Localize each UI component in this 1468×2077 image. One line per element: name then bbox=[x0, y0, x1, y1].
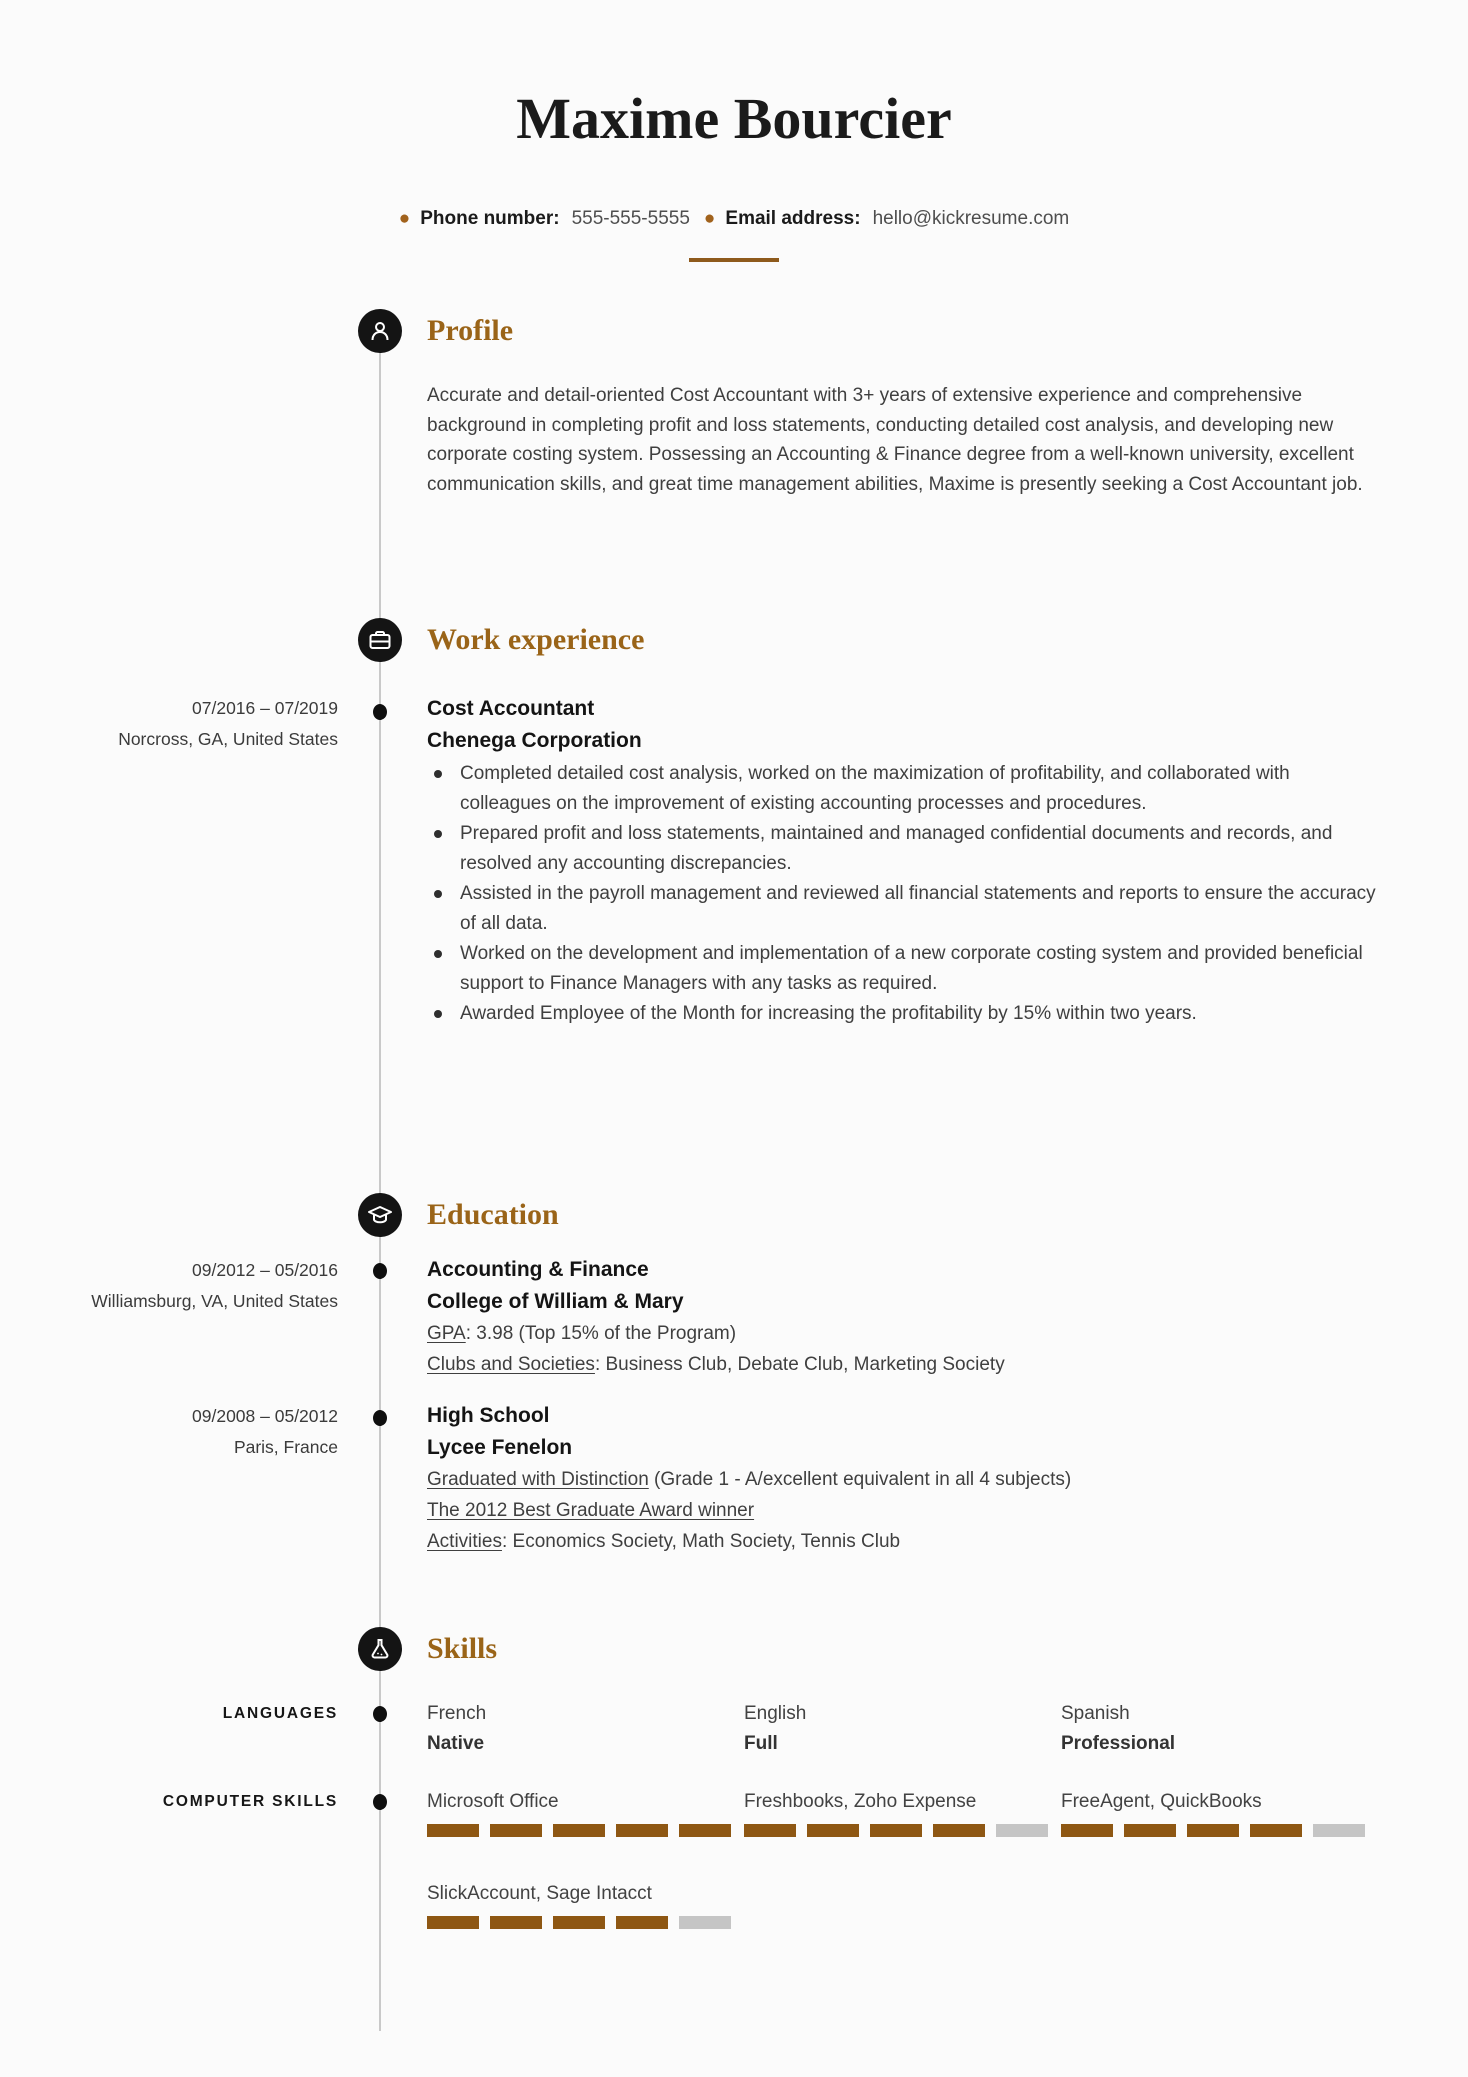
skill-segment-filled bbox=[1250, 1824, 1302, 1837]
skill-segment-filled bbox=[490, 1916, 542, 1929]
work-section-icon bbox=[358, 618, 402, 662]
profile-section-title: Profile bbox=[427, 314, 514, 347]
education-detail bbox=[427, 1526, 1377, 1557]
bullet-icon: ● bbox=[398, 208, 411, 229]
education-item-location: Williamsburg, VA, United States bbox=[91, 1291, 338, 1311]
computer-skill-item bbox=[427, 1787, 727, 1817]
work-item-location: Norcross, GA, United States bbox=[118, 729, 338, 749]
contact-row bbox=[0, 206, 1468, 232]
email-value[interactable]: hello@kickresume.com bbox=[872, 208, 1070, 229]
phone-value: 555-555-5555 bbox=[571, 208, 690, 229]
work-bullet-list bbox=[427, 759, 1377, 1029]
profile-section-icon bbox=[358, 309, 402, 353]
education-detail-text: (Grade 1 - A/excellent equivalent in all 4 subjects) bbox=[648, 1469, 1072, 1490]
skills-section-icon bbox=[358, 1627, 402, 1671]
bullet-icon: ● bbox=[703, 208, 716, 229]
education-item-date: 09/2012 – 05/2016 bbox=[192, 1260, 338, 1280]
skill-segment-filled bbox=[933, 1824, 985, 1837]
profile-text: Accurate and detail-oriented Cost Accountant with 3+ years of extensive experience and comprehensive background in completing profit and loss statements, conducting detailed cost analysis, and developing new corporate costing system. Possessing an Accounting & Finance degree from a well-known university, excellent communication skills, and great time management abilities, Maxime is presently seeking a Cost Accountant job. bbox=[427, 385, 1363, 495]
skill-segment-filled bbox=[1187, 1824, 1239, 1837]
education-item bbox=[427, 1254, 1377, 1380]
work-bullet: Completed detailed cost analysis, worked on the maximization of profitability, and collaborated with colleagues on the improvement of existing accounting processes and procedures. bbox=[427, 759, 1377, 819]
email-label: Email address: bbox=[725, 208, 861, 229]
language-name: French bbox=[427, 1703, 487, 1724]
computer-skills-label: COMPUTER SKILLS bbox=[162, 1793, 338, 1810]
skill-segment-filled bbox=[553, 1824, 605, 1837]
timeline-dot bbox=[373, 1263, 387, 1279]
language-level: Native bbox=[427, 1733, 485, 1754]
education-detail-text: : Economics Society, Math Society, Tennis Club bbox=[501, 1531, 901, 1552]
phone-label: Phone number: bbox=[420, 208, 560, 229]
education-degree: Accounting & Finance bbox=[427, 1258, 649, 1281]
education-detail bbox=[427, 1349, 1377, 1380]
skill-level-bar bbox=[1061, 1824, 1365, 1837]
work-item-date: 07/2016 – 07/2019 bbox=[192, 698, 338, 718]
skill-segment-filled bbox=[616, 1824, 668, 1837]
work-item bbox=[427, 693, 1377, 1029]
work-item-role: Cost Accountant bbox=[427, 697, 595, 720]
timeline-line bbox=[379, 331, 381, 2031]
computer-skill-name: SlickAccount, Sage Intacct bbox=[427, 1883, 652, 1904]
skill-segment-filled bbox=[1061, 1824, 1113, 1837]
person-icon bbox=[367, 318, 393, 344]
work-item-meta bbox=[60, 693, 338, 755]
skill-level-bar bbox=[744, 1824, 1048, 1837]
education-item-date: 09/2008 – 05/2012 bbox=[192, 1406, 338, 1426]
computer-skill-item bbox=[1061, 1787, 1361, 1817]
work-bullet: Worked on the development and implementation of a new corporate costing system and provided beneficial support to Finance Managers with any tasks as required. bbox=[427, 939, 1377, 999]
computer-skill-name: Microsoft Office bbox=[427, 1791, 559, 1812]
skill-segment-filled bbox=[1124, 1824, 1176, 1837]
education-school: College of William & Mary bbox=[427, 1290, 684, 1313]
computer-skill-name: Freshbooks, Zoho Expense bbox=[744, 1791, 977, 1812]
skill-level-bar bbox=[427, 1916, 731, 1929]
skill-segment-filled bbox=[490, 1824, 542, 1837]
computer-skill-item bbox=[744, 1787, 1044, 1817]
clubs-link[interactable]: Clubs and Societies bbox=[427, 1354, 595, 1375]
activities-link[interactable]: Activities bbox=[427, 1531, 502, 1552]
education-section-title: Education bbox=[427, 1198, 559, 1231]
education-item bbox=[427, 1400, 1377, 1557]
computer-skill-item bbox=[427, 1879, 727, 1909]
education-degree: High School bbox=[427, 1404, 550, 1427]
skills-section-title: Skills bbox=[427, 1632, 498, 1665]
skill-segment-filled bbox=[427, 1824, 479, 1837]
skill-segment-filled bbox=[553, 1916, 605, 1929]
education-item-meta bbox=[60, 1401, 338, 1463]
language-name: English bbox=[744, 1703, 807, 1724]
skill-segment-empty bbox=[679, 1916, 731, 1929]
education-detail bbox=[427, 1495, 1377, 1526]
work-section-title: Work experience bbox=[427, 623, 645, 656]
language-item bbox=[744, 1699, 1044, 1759]
work-bullet: Prepared profit and loss statements, maintained and managed confidential documents and records, and resolved any accounting discrepancies. bbox=[427, 819, 1377, 879]
skill-segment-filled bbox=[616, 1916, 668, 1929]
education-detail bbox=[427, 1318, 1377, 1349]
skill-segment-filled bbox=[870, 1824, 922, 1837]
education-detail-text: : 3.98 (Top 15% of the Program) bbox=[465, 1323, 737, 1344]
timeline-dot bbox=[373, 1410, 387, 1426]
work-bullet: Awarded Employee of the Month for increasing the profitability by 15% within two years. bbox=[427, 999, 1377, 1029]
education-item-location: Paris, France bbox=[233, 1437, 338, 1457]
skill-segment-filled bbox=[427, 1916, 479, 1929]
work-item-company: Chenega Corporation bbox=[427, 729, 642, 752]
flask-icon bbox=[367, 1636, 393, 1662]
award-link[interactable]: The 2012 Best Graduate Award winner bbox=[427, 1500, 755, 1521]
graduation-cap-icon bbox=[366, 1201, 394, 1229]
skill-segment-empty bbox=[996, 1824, 1048, 1837]
skill-level-bar bbox=[427, 1824, 731, 1837]
timeline-dot bbox=[373, 1706, 387, 1722]
education-item-meta bbox=[60, 1255, 338, 1317]
language-name: Spanish bbox=[1061, 1703, 1130, 1724]
language-level: Professional bbox=[1061, 1733, 1176, 1754]
briefcase-icon bbox=[367, 627, 393, 653]
computer-skill-name: FreeAgent, QuickBooks bbox=[1061, 1791, 1262, 1812]
language-level: Full bbox=[744, 1733, 778, 1754]
page-title: Maxime Bourcier bbox=[516, 86, 952, 151]
header-divider bbox=[689, 258, 779, 262]
work-bullet: Assisted in the payroll management and reviewed all financial statements and reports to ensure the accuracy of all data. bbox=[427, 879, 1377, 939]
languages-label: LANGUAGES bbox=[222, 1705, 338, 1722]
skill-segment-empty bbox=[1313, 1824, 1365, 1837]
language-item bbox=[427, 1699, 727, 1759]
skill-segment-filled bbox=[807, 1824, 859, 1837]
timeline-dot bbox=[373, 1794, 387, 1810]
timeline-dot bbox=[373, 704, 387, 720]
gpa-link[interactable]: GPA bbox=[427, 1323, 466, 1344]
education-detail-text: : Business Club, Debate Club, Marketing Society bbox=[594, 1354, 1005, 1375]
education-school: Lycee Fenelon bbox=[427, 1436, 573, 1459]
education-detail bbox=[427, 1464, 1377, 1495]
distinction-link[interactable]: Graduated with Distinction bbox=[427, 1469, 649, 1490]
education-section-icon bbox=[358, 1193, 402, 1237]
skill-segment-filled bbox=[744, 1824, 796, 1837]
skill-segment-filled bbox=[679, 1824, 731, 1837]
language-item bbox=[1061, 1699, 1361, 1759]
